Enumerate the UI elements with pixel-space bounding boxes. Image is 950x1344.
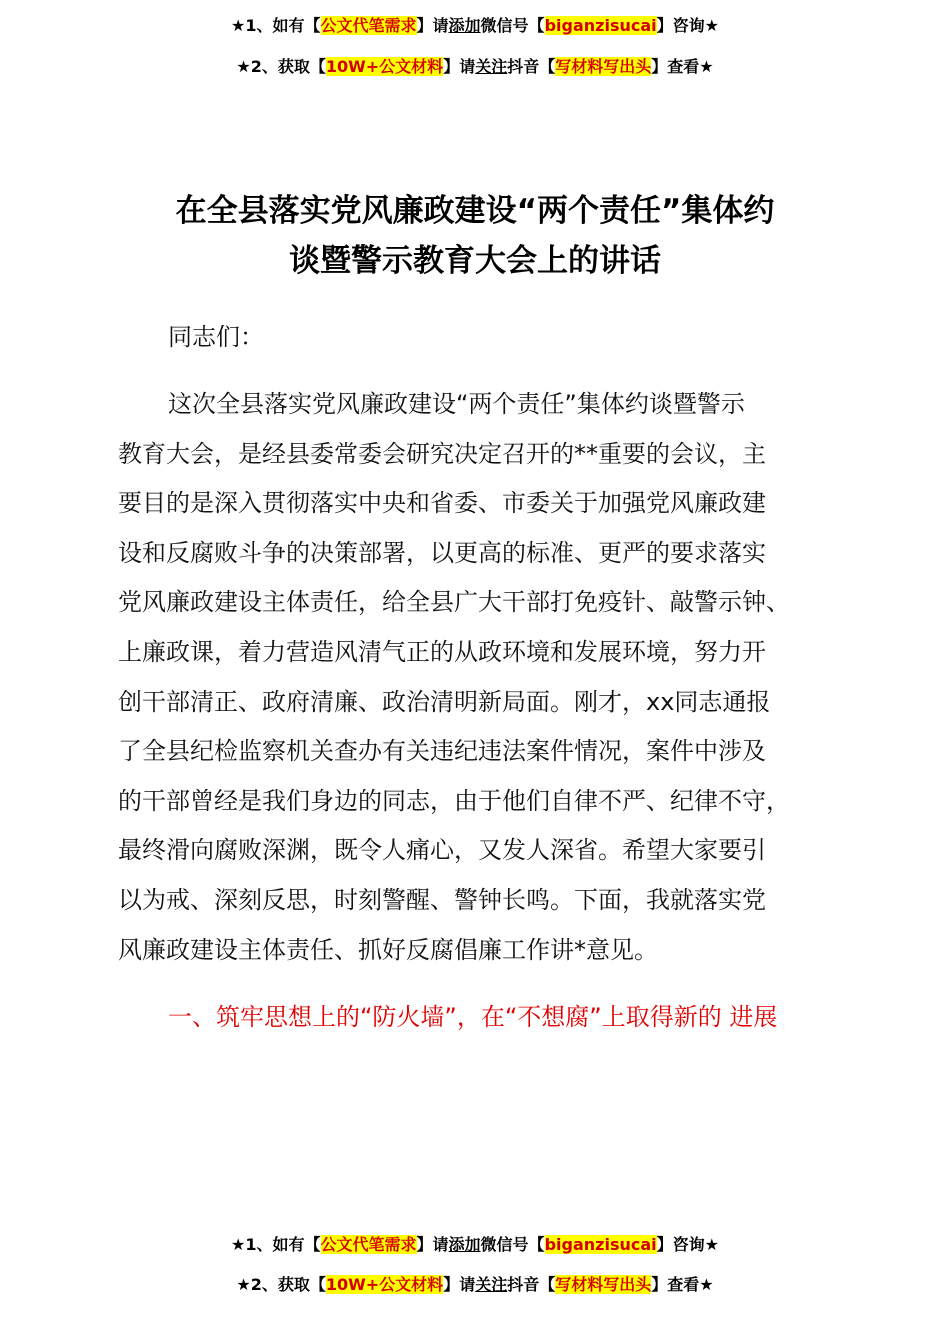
banner-highlight: biganzisucai	[544, 1235, 657, 1254]
banner-highlight: 公文代笔需求	[320, 1235, 417, 1254]
banner-highlight: 10W+公文材料	[325, 1275, 444, 1294]
paragraph-line: 要目的是深入贯彻落实中央和省委、市委关于加强党风廉政建	[118, 489, 766, 518]
banner-text: 】请	[416, 1235, 449, 1254]
banner-prefix: ★2、获取【	[236, 57, 326, 76]
top-banner-line-2	[0, 55, 950, 79]
banner-highlight: 公文代笔需求	[320, 16, 417, 35]
paragraph-line: 设和反腐败斗争的决策部署，以更高的标准、更严的要求落实	[118, 538, 766, 567]
paragraph-line: 党风廉政建设主体责任，给全县广大干部打免疫针、敲警示钟、	[118, 588, 790, 617]
section-heading	[118, 993, 853, 1043]
heading-line: 进展	[729, 1003, 778, 1031]
banner-suffix: 】咨询★	[656, 1235, 719, 1254]
banner-text: 微信号【	[480, 1235, 545, 1254]
paragraph-line: 的干部曾经是我们身边的同志，由于他们自律不严、纪律不守，	[118, 786, 790, 815]
document-title	[0, 186, 950, 286]
paragraph-line: 上廉政课，着力营造风清气正的从政环境和发展环境，努力开	[118, 637, 766, 666]
banner-suffix: 】查看★	[651, 1275, 714, 1294]
banner-prefix: ★1、如有【	[231, 1235, 321, 1254]
bottom-banner-line-2	[0, 1273, 950, 1297]
banner-text: 抖音【	[507, 57, 556, 76]
salutation	[118, 313, 853, 363]
title-line: 在全县落实党风廉政建设“两个责任”集体约	[175, 193, 775, 229]
banner-highlight: 10W+公文材料	[325, 57, 444, 76]
banner-prefix: ★1、如有【	[231, 16, 321, 35]
paragraph-line: 了全县纪检监察机关查办有关违纪违法案件情况，案件中涉及	[118, 737, 766, 766]
banner-highlight: 写材料写出头	[555, 57, 652, 76]
paragraph-line: 最终滑向腐败深渊，既令人痛心，又发人深省。希望大家要引	[118, 836, 766, 865]
banner-suffix: 】咨询★	[656, 16, 719, 35]
banner-emphasis: 关注	[475, 1275, 508, 1294]
title-line: 谈暨警示教育大会上的讲话	[289, 243, 661, 279]
paragraph-line: 这次全县落实党风廉政建设“两个责任”集体约谈暨警示	[168, 390, 745, 418]
banner-text: 】请	[443, 57, 476, 76]
paragraph-line: 教育大会，是经县委常委会研究决定召开的**重要的会议，主	[118, 439, 766, 468]
banner-highlight: biganzisucai	[544, 16, 657, 35]
banner-text: 】请	[443, 1275, 476, 1294]
bottom-banner-line-1	[0, 1233, 950, 1257]
body-paragraph	[118, 380, 853, 975]
banner-highlight: 写材料写出头	[555, 1275, 652, 1294]
banner-text: 微信号【	[480, 16, 545, 35]
banner-suffix: 】查看★	[651, 57, 714, 76]
banner-text: 抖音【	[507, 1275, 556, 1294]
banner-emphasis: 添加	[448, 1235, 481, 1254]
paragraph-line: 以为戒、深刻反思，时刻警醒、警钟长鸣。下面，我就落实党	[118, 885, 766, 914]
top-banner-line-1	[0, 14, 950, 38]
banner-emphasis: 添加	[448, 16, 481, 35]
banner-emphasis: 关注	[475, 57, 508, 76]
heading-line: 一、筑牢思想上的“防火墙”，在“不想腐”上取得新的	[168, 1003, 722, 1031]
banner-prefix: ★2、获取【	[236, 1275, 326, 1294]
banner-text: 】请	[416, 16, 449, 35]
paragraph-line: 风廉政建设主体责任、抓好反腐倡廉工作讲*意见。	[118, 935, 658, 964]
paragraph-line: 创干部清正、政府清廉、政治清明新局面。刚才，xx同志通报	[118, 687, 771, 716]
salutation-text: 同志们：	[168, 323, 264, 351]
